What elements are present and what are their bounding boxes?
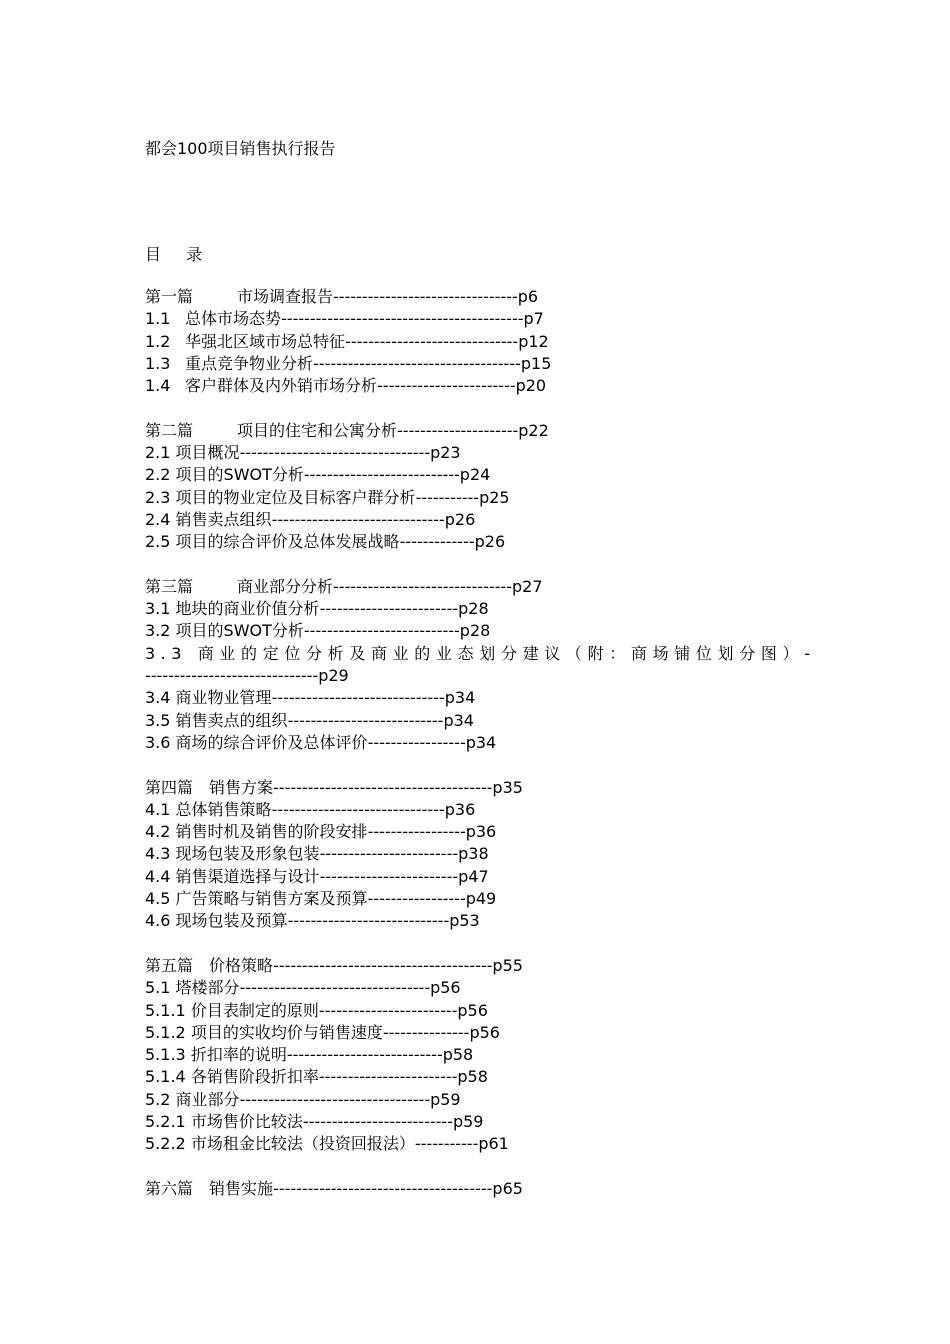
toc-heading: 目 录	[145, 245, 213, 264]
toc-entry-number: 4.4	[145, 866, 171, 886]
toc-entry	[145, 308, 810, 330]
toc-section	[145, 955, 810, 1156]
toc-leader-dashes: ---------------------------	[303, 465, 460, 485]
toc-entry-number: 1.4	[145, 376, 171, 396]
toc-leader-dashes: -----------	[414, 1134, 479, 1154]
toc-entry-title: 地块的商业价值分析	[175, 599, 320, 619]
toc-entry	[145, 910, 810, 932]
toc-page-number: p27	[512, 576, 543, 596]
toc-entry-number: 1.2	[145, 331, 171, 351]
toc-entry	[145, 598, 810, 620]
toc-leader-dashes: ------------------------------	[345, 331, 519, 351]
toc-leader-dashes: --------------------------------	[333, 287, 518, 306]
toc-leader-dashes: -------------------------------	[145, 643, 810, 686]
toc-page-number: p26	[444, 509, 476, 529]
toc-entry	[145, 1044, 810, 1066]
toc-page-number: p12	[518, 331, 549, 351]
toc-entry-title: 销售实施	[209, 1178, 274, 1198]
toc-entry-title: 价格策略	[209, 955, 274, 975]
toc-entry-title: 总体市场态势	[185, 309, 282, 329]
toc-entry	[145, 643, 810, 688]
toc-leader-dashes: --------------------------------------	[273, 777, 493, 797]
toc-entry-number: 第二篇	[145, 420, 194, 440]
toc-entry-title: 销售卖点组织	[175, 509, 272, 529]
toc-entry	[145, 799, 810, 821]
toc-entry	[145, 353, 810, 375]
toc-page-number: p59	[452, 1111, 484, 1131]
toc-leader-dashes: --------------------------------------	[273, 955, 493, 975]
toc-page-number: p29	[318, 666, 349, 686]
toc-entry-number: 5.1.1	[145, 1000, 186, 1020]
toc-entry-title: 市场租金比较法（投资回报法）	[190, 1134, 415, 1154]
toc-entry-number: 2.2	[145, 465, 171, 485]
toc-entry-number: 第五篇	[145, 955, 194, 975]
toc-page-number: p35	[492, 777, 523, 797]
toc-entry-title: 项目概况	[175, 443, 240, 463]
toc-leader-dashes: ------------------------------------------	[281, 309, 524, 329]
toc-entry-number: 5.2	[145, 1089, 171, 1109]
toc-page-number: p38	[458, 844, 489, 864]
toc-entry-title: 销售渠道选择与设计	[175, 866, 320, 886]
toc-entry	[145, 687, 810, 709]
toc-entry-number: 2.5	[145, 532, 171, 552]
toc-entry-title: 商业物业管理	[175, 688, 272, 708]
toc-entry	[145, 821, 810, 843]
toc-entry	[145, 977, 810, 999]
toc-page-number: p7	[523, 309, 544, 329]
toc-entry-number: 4.5	[145, 889, 171, 909]
toc-entry-number: 第一篇	[145, 287, 194, 306]
toc-entry-title: 项目的SWOT分析	[175, 465, 304, 485]
toc-section	[145, 1178, 810, 1200]
toc-entry-title: 商业部分分析	[237, 576, 334, 596]
toc-entry	[145, 576, 810, 598]
toc-leader-dashes: --------------------------------------	[273, 1178, 493, 1198]
toc-entry-title: 销售时机及销售的阶段安排	[175, 822, 368, 842]
toc-entry-title: 项目的住宅和公寓分析	[237, 420, 398, 440]
toc-entry	[145, 843, 810, 865]
toc-page-number: p49	[465, 889, 497, 909]
toc-leader-dashes: ---------------	[382, 1022, 470, 1042]
toc-page-number: p65	[492, 1178, 523, 1198]
toc-leader-dashes: ---------------------	[397, 420, 519, 440]
toc-entry-number: 3.5	[145, 710, 171, 730]
toc-entry-number: 5.2.1	[145, 1111, 186, 1131]
toc-leader-dashes: ------------------------	[319, 866, 459, 886]
toc-entry	[145, 531, 810, 553]
toc-entry	[145, 420, 810, 442]
toc-section	[145, 286, 810, 397]
toc-entry-number: 5.1.4	[145, 1067, 186, 1087]
toc-entry	[145, 1178, 810, 1200]
toc-leader-dashes: ----------------------------	[287, 911, 450, 931]
toc-entry-title: 商场的综合评价及总体评价	[175, 732, 368, 752]
toc-entry-number: 第三篇	[145, 576, 194, 596]
toc-entry	[145, 1133, 810, 1155]
toc-leader-dashes: -------------	[399, 532, 475, 552]
toc-leader-dashes: ------------------------	[319, 599, 459, 619]
toc-entry-title: 市场调查报告	[237, 287, 334, 306]
toc-entry	[145, 620, 810, 642]
toc-leader-dashes: ------------------------------	[271, 799, 445, 819]
toc-page-number: p61	[478, 1134, 509, 1154]
toc-entry-number: 1.3	[145, 353, 171, 373]
toc-leader-dashes: ---------------------------	[303, 621, 460, 641]
toc-leader-dashes: ---------------------------	[287, 710, 444, 730]
toc-leader-dashes: ------------------------	[318, 1067, 458, 1087]
toc-page-number: p34	[443, 710, 474, 730]
document-title: 都会100项目销售执行报告	[145, 139, 336, 158]
toc-page-number: p56	[430, 978, 461, 998]
toc-entry-title: 现场包装及预算	[175, 911, 288, 931]
toc-page-number: p56	[457, 1000, 488, 1020]
toc-page-number: p47	[458, 866, 489, 886]
toc-entry	[145, 710, 810, 732]
toc-leader-dashes: ---------------------------------	[239, 978, 431, 998]
toc-entry-number: 3.4	[145, 688, 171, 708]
toc-entry-title: 华强北区域市场总特征	[185, 331, 346, 351]
toc-page-number: p28	[458, 599, 489, 619]
toc-entry	[145, 1066, 810, 1088]
toc-leader-dashes: ------------------------	[318, 1000, 458, 1020]
toc-page-number: p58	[442, 1045, 474, 1065]
toc-page-number: p23	[430, 443, 461, 463]
toc-entry	[145, 286, 810, 308]
toc-entry	[145, 487, 810, 509]
toc-entry-number: 4.6	[145, 911, 171, 931]
toc-entry	[145, 1111, 810, 1133]
toc-leader-dashes: ------------------------------	[271, 688, 445, 708]
toc-leader-dashes: ---------------------------------	[239, 443, 431, 463]
toc-page-number: p58	[457, 1067, 488, 1087]
toc-leader-dashes: ------------------------	[319, 844, 459, 864]
toc-entry	[145, 1089, 810, 1111]
toc-entry-number: 5.1.2	[145, 1022, 186, 1042]
toc-entry-title: 商业部分	[175, 1089, 240, 1109]
toc-entry-number: 3.3	[145, 643, 187, 663]
toc-entry-title: 折扣率的说明	[190, 1045, 287, 1065]
toc-page-number: p34	[444, 688, 476, 708]
toc-entry-title: 项目的实收均价与销售速度	[190, 1022, 383, 1042]
toc-page-number: p59	[430, 1089, 461, 1109]
toc-page-number: p28	[459, 621, 491, 641]
toc-leader-dashes: -----------------	[367, 822, 466, 842]
toc-entry-number: 3.1	[145, 599, 171, 619]
toc-entry-title: 现场包装及形象包装	[175, 844, 320, 864]
toc-entry-number: 4.2	[145, 822, 171, 842]
toc-entry	[145, 866, 810, 888]
toc-entry-title: 销售卖点的组织	[175, 710, 288, 730]
toc-page-number: p36	[465, 822, 497, 842]
toc-leader-dashes: ------------------------	[377, 376, 516, 396]
toc-page-number: p26	[474, 532, 506, 552]
toc-entry	[145, 1022, 810, 1044]
table-of-contents	[145, 286, 810, 1222]
toc-entry	[145, 375, 810, 397]
toc-entry-title: 项目的物业定位及目标客户群分析	[175, 487, 416, 507]
toc-entry-title: 价目表制定的原则	[190, 1000, 319, 1020]
toc-entry-title: 商业的定位分析及商业的业态划分建议（附：商场铺位划分图）	[197, 643, 805, 663]
toc-entry-number: 5.1.3	[145, 1045, 186, 1065]
toc-entry	[145, 732, 810, 754]
toc-leader-dashes: --------------------------	[302, 1111, 453, 1131]
toc-entry-number: 2.1	[145, 443, 171, 463]
toc-entry-number: 第四篇	[145, 777, 194, 797]
toc-leader-dashes: ---------------------------------	[239, 1089, 431, 1109]
toc-entry-number: 4.3	[145, 844, 171, 864]
toc-entry-number: 1.1	[145, 309, 171, 329]
toc-entry-title: 各销售阶段折扣率	[190, 1067, 319, 1087]
toc-entry	[145, 464, 810, 486]
toc-entry-number: 第六篇	[145, 1178, 194, 1198]
toc-entry	[145, 1000, 810, 1022]
toc-entry-title: 市场售价比较法	[190, 1111, 303, 1131]
toc-entry-number: 2.3	[145, 487, 171, 507]
toc-entry	[145, 442, 810, 464]
toc-leader-dashes: -----------------	[367, 889, 466, 909]
toc-entry-number: 5.2.2	[145, 1134, 186, 1154]
toc-section	[145, 420, 810, 554]
toc-page-number: p34	[465, 732, 497, 752]
toc-entry-title: 销售方案	[209, 777, 274, 797]
toc-entry-title: 客户群体及内外销市场分析	[185, 376, 378, 396]
toc-page-number: p24	[459, 465, 491, 485]
toc-entry	[145, 331, 810, 353]
toc-leader-dashes: -----------------	[367, 732, 466, 752]
toc-entry-title: 总体销售策略	[175, 799, 272, 819]
toc-entry	[145, 888, 810, 910]
toc-page-number: p56	[469, 1022, 500, 1042]
toc-section	[145, 777, 810, 933]
toc-leader-dashes: -----------	[415, 487, 480, 507]
toc-page-number: p20	[515, 376, 547, 396]
toc-entry-title: 塔楼部分	[175, 978, 240, 998]
toc-entry-title: 项目的SWOT分析	[175, 621, 304, 641]
toc-page-number: p22	[518, 420, 549, 440]
toc-entry	[145, 777, 810, 799]
toc-entry-title: 广告策略与销售方案及预算	[175, 889, 368, 909]
toc-page-number: p36	[444, 799, 476, 819]
toc-leader-dashes: -------------------------------	[333, 576, 512, 596]
toc-page-number: p55	[492, 955, 523, 975]
toc-entry-title: 项目的综合评价及总体发展战略	[175, 532, 400, 552]
toc-page-number: p6	[517, 287, 539, 306]
toc-entry	[145, 955, 810, 977]
toc-page-number: p25	[479, 487, 510, 507]
toc-entry-number: 4.1	[145, 799, 171, 819]
toc-entry	[145, 509, 810, 531]
toc-entry-title: 重点竞争物业分析	[185, 353, 314, 373]
toc-leader-dashes: ---------------------------	[286, 1045, 443, 1065]
toc-entry-number: 3.2	[145, 621, 171, 641]
toc-leader-dashes: ------------------------------------	[313, 353, 521, 373]
toc-entry-number: 5.1	[145, 978, 171, 998]
toc-page-number: p15	[520, 353, 552, 373]
toc-entry-number: 3.6	[145, 732, 171, 752]
toc-page-number: p53	[449, 911, 480, 931]
toc-section	[145, 576, 810, 754]
toc-entry-number: 2.4	[145, 509, 171, 529]
toc-leader-dashes: ------------------------------	[271, 509, 445, 529]
